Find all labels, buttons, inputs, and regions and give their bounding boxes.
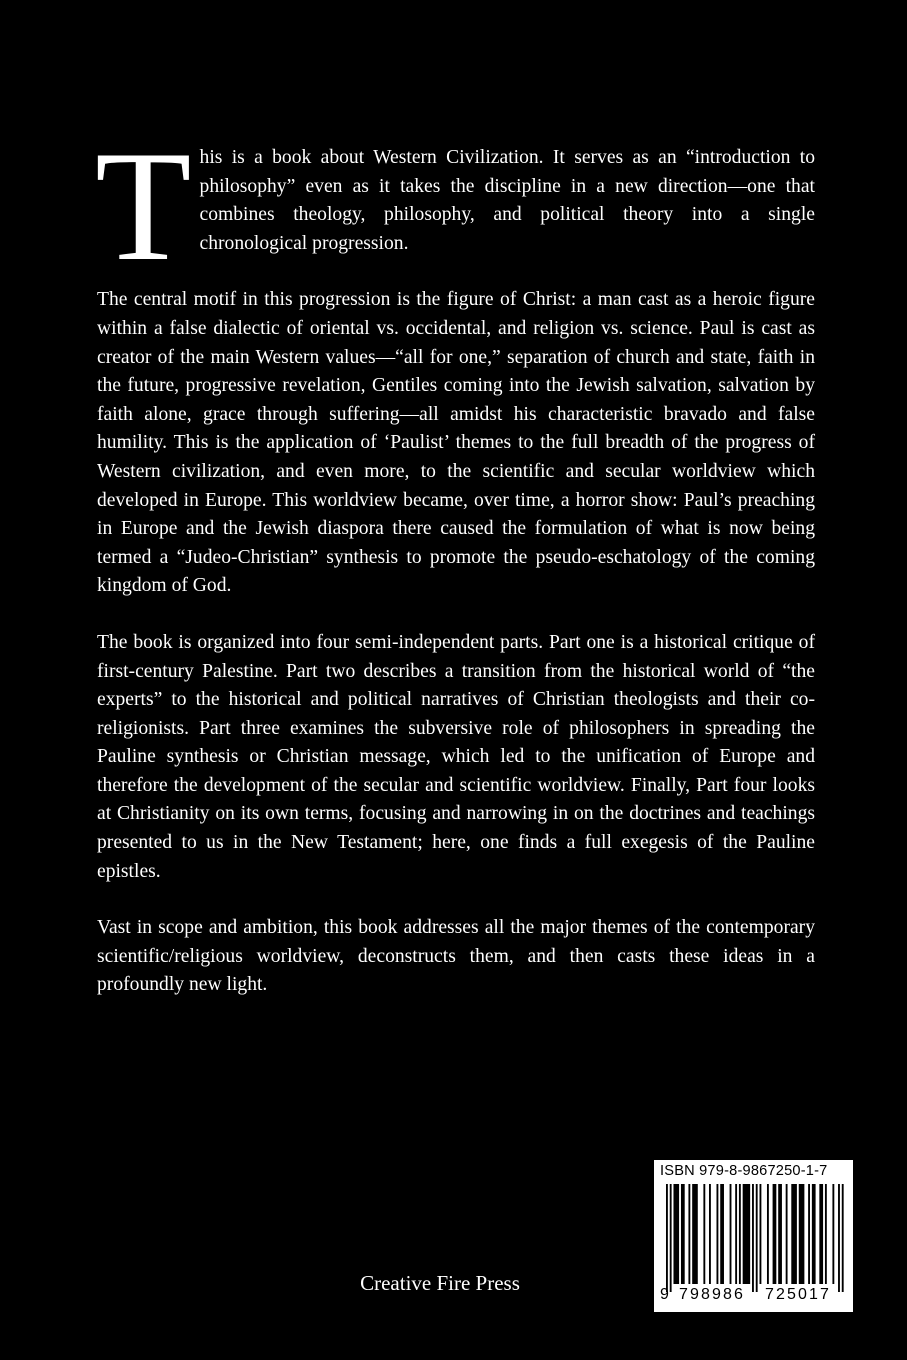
barcode-bar-15 (756, 1184, 758, 1292)
barcode-bar-6 (703, 1184, 705, 1284)
barcode-bar-2 (673, 1184, 679, 1284)
barcode-bar-11 (735, 1184, 737, 1284)
barcode-bar-25 (819, 1184, 823, 1284)
barcode-bar-5 (692, 1184, 698, 1284)
barcode-digits (654, 1284, 853, 1306)
barcode-bar-7 (709, 1184, 711, 1284)
barcode-bar-1 (670, 1184, 672, 1292)
blurb-paragraph-4: Vast in scope and ambition, this book addresses all the major themes of the contemporary scientific/religious worldview, deconstructs them, and then casts these ideas in a profoundly new light. (97, 917, 815, 996)
barcode-bar-17 (767, 1184, 769, 1284)
barcode-bar-21 (791, 1184, 797, 1284)
barcode-bar-9 (720, 1184, 724, 1284)
barcode-bar-0 (666, 1184, 668, 1292)
barcode-bar-3 (681, 1184, 685, 1284)
barcode-bar-4 (688, 1184, 690, 1284)
drop-cap-letter: T (95, 119, 192, 294)
barcode-bar-14 (752, 1184, 754, 1292)
blurb-paragraph-1-text: his is a book about Western Civilization. It serves as an “introduction to philosophy” even as it takes the discipline in a new direction—one that combines theology, philosophy, and political theory into a single chronological progression. (199, 147, 815, 254)
barcode-bar-29 (842, 1184, 844, 1292)
barcode-bar-27 (832, 1184, 834, 1284)
barcode-bar-12 (739, 1184, 741, 1284)
blurb-text (95, 119, 815, 1028)
barcode-bar-10 (730, 1184, 732, 1284)
barcode-bar-16 (760, 1184, 762, 1284)
barcode-bar-28 (838, 1184, 840, 1292)
barcode-bar-22 (799, 1184, 805, 1284)
barcode-bar-19 (778, 1184, 782, 1284)
isbn-barcode-box (654, 1160, 853, 1312)
barcode-bar-13 (743, 1184, 750, 1284)
blurb-paragraph-3: The book is organized into four semi-independent parts. Part one is a historical critique of first-century Palestine. Part two describes a transition from the historical world of “the experts” to the historical and political narratives of Christian theologists and their co-religionists. Part three examines the subversive role of philosophers in spreading the Pauline synthesis or Christian message, which led to the unification of Europe and therefore the development of the secular and scientific worldview. Finally, Part four looks at Christianity on its own terms, focusing and narrowing in on the doctrines and teachings presented to us in the New Testament; here, one finds a full exegesis of the Pauline epistles. (97, 631, 815, 882)
blurb-paragraph-1 (95, 119, 815, 294)
barcode-bar-18 (773, 1184, 777, 1284)
barcode-digits-right: 725017 (765, 1286, 831, 1303)
barcode-digits-left: 798986 (679, 1286, 745, 1303)
blurb-paragraph-2: The central motif in this progression is the figure of Christ: a man cast as a heroic figure within a false dialectic of oriental vs. occidental, and religion vs. science. Paul is cast as creator of the main Western values—“all for one,” separation of church and state, faith in the future, progressive revelation, Gentiles coming into the Jewish salvation, salvation by faith alone, grace through suffering—all amidst his characteristic bravado and false humility. This is the application of ‘Paulist’ themes to the full breadth of the progress of Western civilization, and even more, to the scientific and secular worldview which developed in Europe. This worldview became, over time, a horror show: Paul’s preaching in Europe and the Jewish diaspora there caused the formulation of what is now being termed a “Judeo-Christian” synthesis to promote the pseudo-eschatology of the coming kingdom of God. (97, 289, 815, 597)
isbn-label: ISBN 979-8-9867250-1-7 (660, 1163, 828, 1179)
barcode-digit-lead: 9 (660, 1286, 669, 1303)
barcode-bar-26 (825, 1184, 827, 1284)
barcode-bar-24 (812, 1184, 816, 1284)
barcode-bar-20 (786, 1184, 788, 1284)
barcode-bar-8 (716, 1184, 718, 1284)
barcode-bar-23 (808, 1184, 810, 1284)
publisher-name: Creative Fire Press (360, 1271, 520, 1295)
